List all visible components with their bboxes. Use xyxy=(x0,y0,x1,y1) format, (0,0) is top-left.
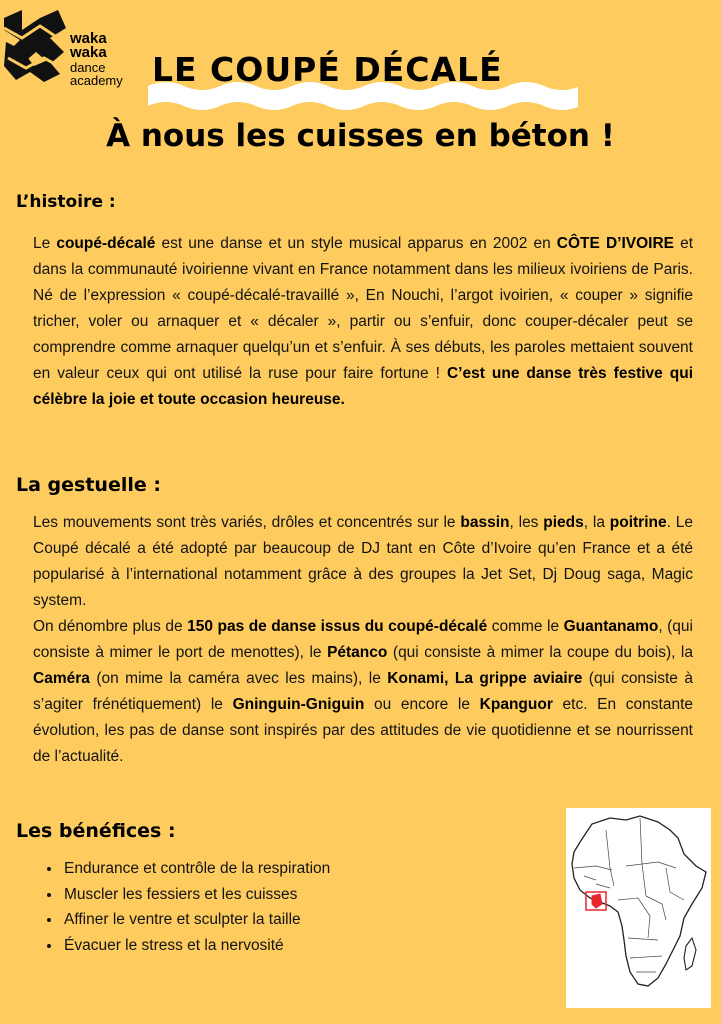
logo-word-4: academy xyxy=(70,73,123,88)
benefits-list xyxy=(40,856,330,958)
list-item: • Affiner le ventre et sculpter la taille xyxy=(62,907,330,933)
histoire-paragraph xyxy=(33,231,693,413)
histoire-heading: L’histoire : xyxy=(16,192,116,212)
bold-text: Kpanguor xyxy=(479,696,553,713)
bold-text: Caméra xyxy=(33,670,90,687)
bold-text: Gninguin-Gniguin xyxy=(232,696,365,713)
text-run: et dans la communauté ivoirienne vivant en France notamment dans les milieux ivoiriens de Paris. Né de l’expression « coupé-décalé-travaillé », En Nouchi, l’argot ivoirien, « couper » signifie tricher, voler ou arnaquer et « décaler », partir ou s’enfuir, donc couper-décaler peut se comprendre comme arnaquer quelqu’un et s’enfuir. À ses débuts, les paroles mettaient souvent en valeur ceux qui ont utilisé la ruse pour faire fortune ! xyxy=(33,235,693,382)
gestuelle-heading: La gestuelle : xyxy=(16,474,161,496)
text-run: , les xyxy=(509,514,544,531)
logo-word-2: waka xyxy=(70,44,107,61)
africa-map-icon xyxy=(566,808,711,1008)
text-run: etc. En constante évolution, les pas de danse sont inspirés par des attitudes de vie quotidienne et se nourrissent de l’actualité. xyxy=(33,696,694,765)
logo-word-1: waka xyxy=(70,30,107,47)
text-run: , la xyxy=(583,514,610,531)
text-run: ou encore le xyxy=(364,696,480,713)
text-run: On dénombre plus de xyxy=(33,618,188,635)
benefices-heading: Les bénéfices : xyxy=(16,820,176,842)
list-item: • Muscler les fessiers et les cuisses xyxy=(62,882,330,908)
bold-text: pieds xyxy=(543,514,584,531)
africa-map-image xyxy=(566,808,711,1008)
bold-text: Konami, La grippe aviaire xyxy=(387,670,583,687)
logo-mark-icon xyxy=(0,8,70,83)
list-item: • Endurance et contrôle de la respiration xyxy=(62,856,330,882)
bold-text: poitrine xyxy=(609,514,667,531)
title-block xyxy=(148,50,578,110)
text-run: (qui consiste à s’agiter frénétiquement) le xyxy=(33,670,693,713)
list-item: • Évacuer le stress et la nervosité xyxy=(62,933,330,959)
text-run: (qui consiste à mimer la coupe du bois), la xyxy=(387,644,693,661)
bold-text: CÔTE D’IVOIRE xyxy=(556,235,674,252)
bold-text: Guantanamo xyxy=(563,618,659,635)
gestuelle-paragraph xyxy=(33,510,693,770)
logo-word-3: dance xyxy=(70,60,106,75)
text-run: comme le xyxy=(487,618,564,635)
text-run: est une danse et un style musical apparus en 2002 en xyxy=(155,235,557,252)
bold-text: Pétanco xyxy=(327,644,388,661)
bold-text: C’est une danse très festive qui célèbre la joie et toute occasion heureuse. xyxy=(33,365,694,408)
text-run: Les mouvements sont très variés, drôles et concentrés sur le xyxy=(33,514,461,531)
academy-logo xyxy=(0,8,150,92)
text-run: . Le Coupé décalé a été adopté par beaucoup de DJ tant en Côte d’Ivoire qu’en France et a été popularisé à l’international notamment grâce à des groupes la Jet Set, Dj Doug saga, Magic system. xyxy=(33,514,694,609)
bold-text: coupé-décalé xyxy=(56,235,156,252)
text-run: , (qui consiste à mimer le port de menottes), le xyxy=(33,618,693,661)
bold-text: bassin xyxy=(460,514,510,531)
text-run: Le xyxy=(33,235,57,252)
page-title: LE COUPÉ DÉCALÉ xyxy=(152,50,503,89)
bold-text: 150 pas de danse issus du coupé-décalé xyxy=(187,618,488,635)
page-subtitle: À nous les cuisses en béton ! xyxy=(106,118,615,154)
text-run: (on mime la caméra avec les mains), le xyxy=(89,670,388,687)
